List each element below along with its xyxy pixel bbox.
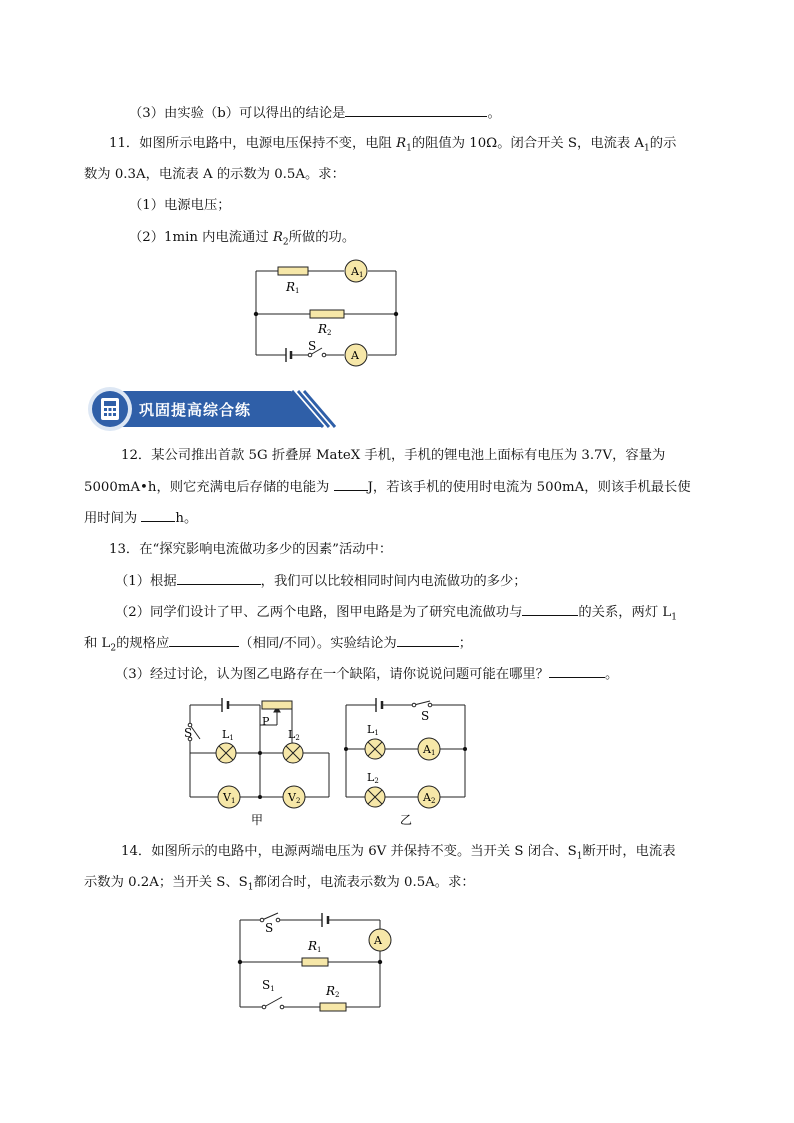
svg-text:L1: L1 xyxy=(367,723,379,737)
svg-text:L1: L1 xyxy=(222,728,234,742)
resistor-r2 xyxy=(320,1003,346,1011)
q14-line1: 14．如图所示的电路中，电源两端电压为 6V 并保持不变。当开关 S 闭合、$S_1$断开时，电流表 xyxy=(121,844,676,862)
q13-sub2: （2）同学们设计了甲、乙两个电路，图甲电路是为了研究电流做功与 的关系，两灯 $L_1$ xyxy=(115,605,677,623)
q14-circuit-diagram xyxy=(234,898,394,1018)
answer-blank[interactable] xyxy=(141,509,175,522)
q11-sub1: （1）电源电压； xyxy=(129,198,231,213)
answer-blank[interactable] xyxy=(334,478,368,491)
svg-text:L2: L2 xyxy=(288,728,300,742)
q14-line2: 示数为 0.2A；当开关 S、$S_1$都闭合时，电流表示数为 0.5A。求： xyxy=(84,875,475,893)
resistor-r2 xyxy=(310,310,344,318)
lamp-l1 xyxy=(216,743,236,763)
svg-text:L2: L2 xyxy=(367,771,379,785)
section-banner xyxy=(86,386,338,432)
resistor-r1 xyxy=(302,958,328,966)
switch-s1-label: S1 xyxy=(262,978,275,993)
section-title: 巩固提高综合练 xyxy=(139,401,252,419)
answer-blank[interactable] xyxy=(522,603,578,616)
svg-text:A: A xyxy=(374,934,382,947)
q12-line3: 用时间为 h。 xyxy=(84,511,198,526)
lamp-l2 xyxy=(283,743,303,763)
q12-line2: 5000mA•h，则它充满电后存储的电能为 J，若该手机的使用时电流为 500mA，则该手机最长使 xyxy=(84,480,691,495)
q11-circuit-diagram xyxy=(250,258,410,368)
svg-text:A1: A1 xyxy=(423,743,436,757)
slider-p-label: P xyxy=(262,715,270,728)
q12-line1: 12．某公司推出首款 5G 折叠屏 MateX 手机，手机的锂电池上面标有电压为 3.7V，容量为 xyxy=(121,448,666,463)
svg-text:A2: A2 xyxy=(423,791,436,805)
switch-s-label: S xyxy=(184,726,193,740)
q11-line1: 11．如图所示电路中，电源电压保持不变，电阻 $R_1$的阻值为 10Ω。闭合开关 S，电流表 $A_1$的示 xyxy=(109,136,677,154)
calculator-icon xyxy=(101,398,119,420)
q10-sub3: （3）由实验（b）可以得出的结论是 。 xyxy=(129,106,501,121)
r2-label: R2 xyxy=(326,984,340,999)
q11-sub2: （2）1min 内电流通过 $R_2$所做的功。 xyxy=(129,230,356,248)
answer-blank[interactable] xyxy=(177,572,261,585)
ammeter-a1-label: A1 xyxy=(351,265,364,279)
answer-blank[interactable] xyxy=(169,634,239,647)
svg-text:V1: V1 xyxy=(223,791,236,805)
switch-s-label: S xyxy=(421,709,430,723)
rheostat xyxy=(262,701,292,709)
q13-sub2-cont: 和 $L_2$的规格应 （相同/不同）。实验结论为 ； xyxy=(84,636,472,654)
lamp-l1 xyxy=(365,739,385,759)
switch-s-label: S xyxy=(308,339,317,353)
r2-label: R2 xyxy=(318,322,332,337)
q13-line1: 13．在“探究影响电流做功多少的因素”活动中： xyxy=(109,542,393,557)
caption-yi: 乙 xyxy=(400,813,413,827)
answer-blank[interactable] xyxy=(397,634,459,647)
answer-blank[interactable] xyxy=(345,104,487,117)
answer-blank[interactable] xyxy=(549,665,605,678)
q11-line2: 数为 0.3A，电流表 A 的示数为 0.5A。求： xyxy=(84,167,345,182)
q13-sub1: （1）根据 ，我们可以比较相同时间内电流做功的多少； xyxy=(115,574,527,589)
r1-label: R1 xyxy=(286,280,300,295)
switch-s-label: S xyxy=(265,921,274,935)
ammeter-a-label: A xyxy=(351,349,359,362)
q13-sub3: （3）经过讨论，认为图乙电路存在一个缺陷，请你说说问题可能在哪里？ 。 xyxy=(115,667,619,682)
q13-circuit-yi xyxy=(340,693,470,828)
caption-jia: 甲 xyxy=(251,813,264,827)
r1-label: R1 xyxy=(308,939,322,954)
resistor-r1 xyxy=(278,267,308,275)
svg-text:V2: V2 xyxy=(288,791,301,805)
q13-circuit-jia xyxy=(182,693,332,828)
lamp-l2 xyxy=(365,787,385,807)
